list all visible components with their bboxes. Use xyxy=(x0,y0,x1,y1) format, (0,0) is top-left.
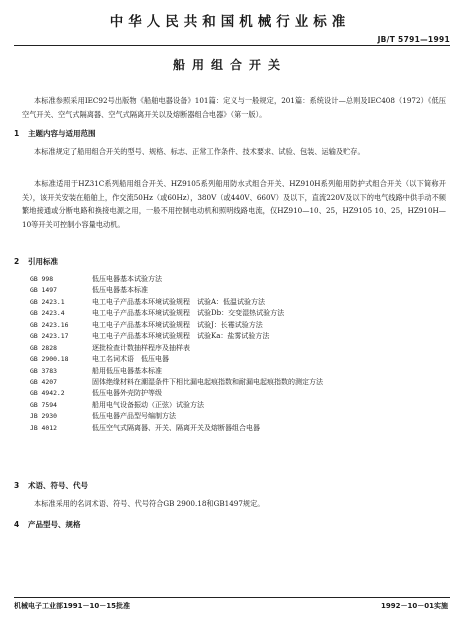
section-number: 4 xyxy=(14,520,20,529)
section-4-heading xyxy=(14,519,81,530)
reference-name: 逐批检查计数抽样程序及抽样表 xyxy=(92,343,190,352)
scope-paragraph-1: 本标准规定了船用组合开关的型号、规格、标志、正常工作条件、技术要求、试验、包装、运输及贮存。 xyxy=(34,147,365,156)
reference-name: 固体绝缘材料在潮湿条件下相比漏电起痕指数和耐漏电起痕指数的测定方法 xyxy=(92,377,323,386)
reference-standards-list xyxy=(30,274,446,434)
reference-item xyxy=(30,366,446,377)
section-title: 主题内容与适用范围 xyxy=(28,129,96,138)
reference-name: 电工电子产品基本环境试验规程 试验A：低温试验方法 xyxy=(92,297,266,306)
reference-name: 电工名词术语 低压电器 xyxy=(92,355,169,364)
reference-item xyxy=(30,423,446,434)
reference-name: 船用低压电器基本标准 xyxy=(92,366,162,375)
section-3-heading xyxy=(14,480,88,491)
reference-code: GB 4207 xyxy=(30,377,57,386)
implementation-date: 1992－10－01实施 xyxy=(381,602,448,610)
reference-code: JB 4012 xyxy=(30,423,57,432)
reference-code: GB 998 xyxy=(30,275,54,283)
section-number: 2 xyxy=(14,257,20,266)
reference-item xyxy=(30,320,446,331)
reference-item xyxy=(30,308,446,319)
reference-code: GB 7594 xyxy=(30,400,57,409)
reference-name: 电工电子产品基本环境试验规程 试验J：长霉试验方法 xyxy=(92,320,263,329)
reference-code: JB 2930 xyxy=(30,412,57,421)
header-divider xyxy=(14,45,450,46)
reference-code: GB 2423.4 xyxy=(30,309,65,318)
reference-code: GB 4942.2 xyxy=(30,389,65,398)
reference-code: GB 3783 xyxy=(30,366,57,375)
reference-code: GB 2828 xyxy=(30,343,57,352)
reference-item xyxy=(30,400,446,411)
reference-name: 船用电气设备振动（正弦）试验方法 xyxy=(92,400,204,409)
reference-item xyxy=(30,411,446,422)
reference-code: GB 2900.18 xyxy=(30,355,69,364)
section-number: 1 xyxy=(14,129,20,138)
footer-divider xyxy=(14,597,450,598)
section-1-heading xyxy=(14,128,96,139)
reference-name: 低压电器基本标准 xyxy=(92,286,148,295)
section-2-heading xyxy=(14,256,58,267)
reference-item xyxy=(30,331,446,342)
reference-name: 低压电器基本试验方法 xyxy=(92,275,162,283)
reference-name: 低压电器产品型号编制方法 xyxy=(92,412,176,421)
reference-code: GB 2423.1 xyxy=(30,297,65,306)
intro-paragraph: 本标准参照采用IEC92号出版物《船舶电器设备》101篇：定义与一般规定，201篇：系统设计—总则及IEC408（1972）《低压空气开关、空气式隔离器、空气式隔离开关以及熔断器组合电器》（第一版）。 xyxy=(22,96,446,119)
standard-number: JB/T 5791—1991 xyxy=(377,35,450,44)
reference-item xyxy=(30,297,446,308)
section-title: 产品型号、规格 xyxy=(28,520,81,529)
section-number: 3 xyxy=(14,481,20,490)
reference-item xyxy=(30,354,446,365)
scope-paragraph-2: 本标准适用于HZ31C系列船用组合开关、HZ9105系列船用防水式组合开关、HZ910H系列船用防护式组合开关（以下简称开关），该开关安装在船舶上，作交流50Hz（或60Hz），380V（或440V、660V）及以下，直流220V及以下的电气线路中供手动不频繁地接通或分断电路和换接电源之用，一般不用控制电动机和照明线路电流，仅HZ910—10、25，HZ9105 10、25，HZ910H—10等开关可控制小容量电动机。 xyxy=(22,179,446,229)
section-title: 引用标准 xyxy=(28,257,58,266)
reference-item xyxy=(30,343,446,354)
reference-name: 电工电子产品基本环境试验规程 试验Ka：盐雾试验方法 xyxy=(92,332,270,341)
reference-item xyxy=(30,285,446,296)
document-title: 船用组合开关 xyxy=(172,58,287,72)
standard-header-title: 中华人民共和国机械行业标准 xyxy=(109,14,351,30)
reference-name: 低压电器外壳防护等级 xyxy=(92,389,162,398)
approval-note: 机械电子工业部1991－10－15批准 xyxy=(14,602,130,610)
reference-item xyxy=(30,377,446,388)
reference-name: 电工电子产品基本环境试验规程 试验Db：交变湿热试验方法 xyxy=(92,309,285,318)
reference-code: GB 2423.16 xyxy=(30,320,69,329)
reference-code: GB 2423.17 xyxy=(30,332,69,341)
reference-item xyxy=(30,274,446,285)
section-title: 术语、符号、代号 xyxy=(28,481,88,490)
reference-item xyxy=(30,388,446,399)
terms-paragraph: 本标准采用的名词术语、符号、代号符合GB 2900.18和GB1497规定。 xyxy=(34,499,265,508)
reference-name: 低压空气式隔离器、开关、隔离开关及熔断器组合电器 xyxy=(92,423,260,432)
reference-code: GB 1497 xyxy=(30,286,57,295)
